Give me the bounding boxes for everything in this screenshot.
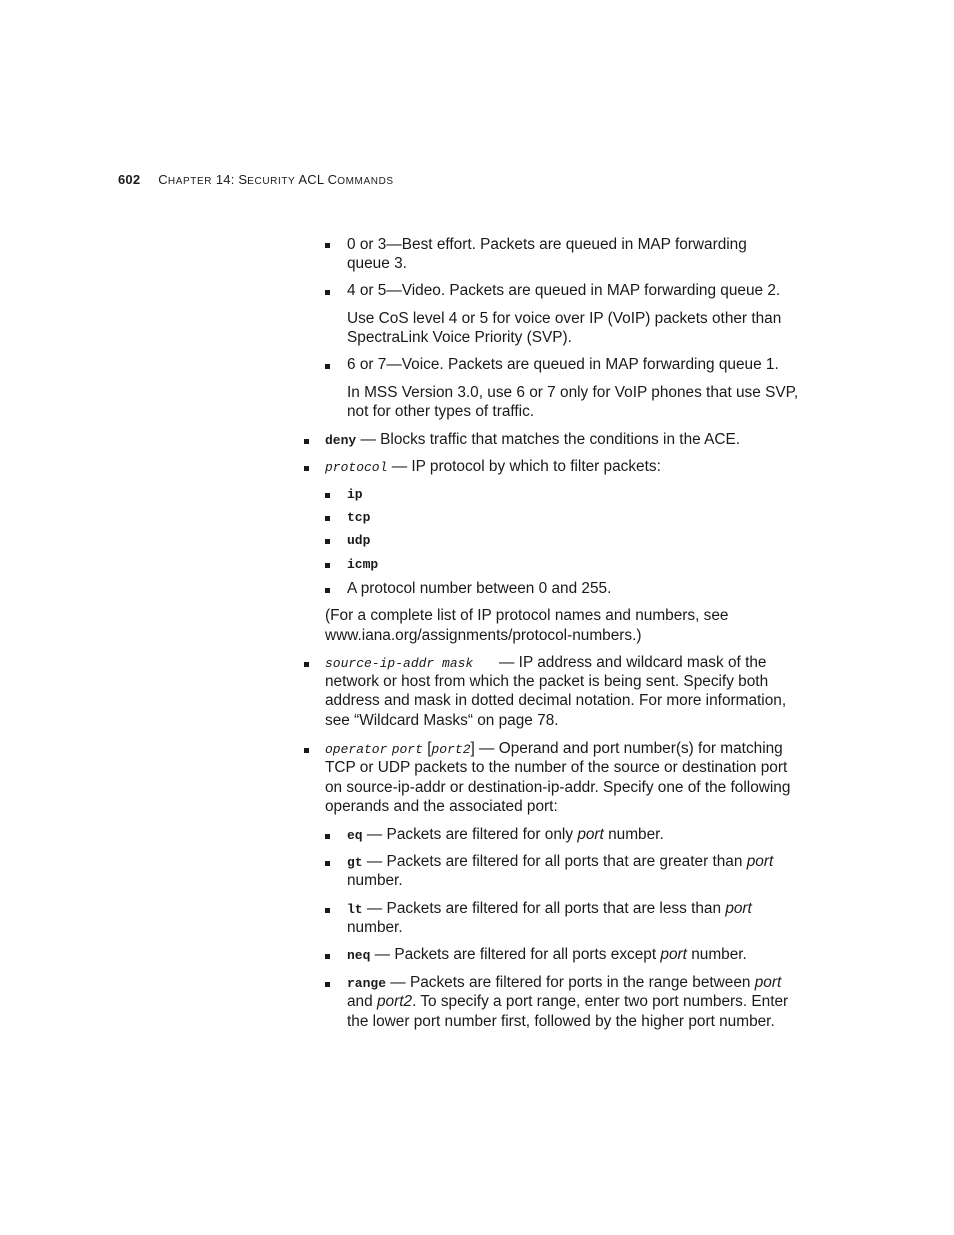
port2-keyword: port2 <box>431 742 471 757</box>
operand-gt: gt — Packets are filtered for all ports that are greater than port <box>347 853 774 870</box>
source-description: — IP address and wildcard mask of the <box>499 654 767 671</box>
bullet-icon <box>325 290 330 295</box>
operand-eq: eq — Packets are filtered for only port number. <box>347 826 664 843</box>
bullet-icon <box>325 588 330 593</box>
page-number: 602 <box>118 172 141 187</box>
cos-note-6-7: In MSS Version 3.0, use 6 or 7 only for VoIP phones that use SVP, <box>347 384 799 401</box>
deny-keyword: deny <box>325 433 357 448</box>
operator-description: — Operand and port number(s) for matching <box>474 740 783 757</box>
protocol-option-tcp: tcp <box>347 510 371 525</box>
source-keyword: source-ip-addr mask <box>325 656 474 671</box>
cos-level-0-3: 0 or 3—Best effort. Packets are queued in MAP forwarding <box>347 236 747 253</box>
bullet-icon <box>304 466 309 471</box>
cos-note-4-5-cont: SpectraLink Voice Priority (SVP). <box>347 329 572 346</box>
bullet-icon <box>325 834 330 839</box>
port-keyword: port <box>391 742 423 757</box>
chapter-title: CHAPTER 14: SECURITY ACL COMMANDS <box>158 172 394 187</box>
bullet-icon <box>325 493 330 498</box>
source-description-cont: see “Wildcard Masks“ on page 78. <box>325 712 559 729</box>
protocol-keyword: protocol <box>325 460 388 475</box>
protocol-number-range: A protocol number between 0 and 255. <box>347 580 612 597</box>
bullet-icon <box>325 908 330 913</box>
operand-neq: neq — Packets are filtered for all ports except port number. <box>347 946 747 963</box>
bullet-icon <box>325 243 330 248</box>
protocol-description: — IP protocol by which to filter packets: <box>387 458 661 475</box>
source-item <box>325 653 473 674</box>
bullet-icon <box>304 662 309 667</box>
operator-description-cont: operands and the associated port: <box>325 798 558 815</box>
operator-keyword: operator <box>325 742 388 757</box>
cos-level-0-3-cont: queue 3. <box>347 255 407 272</box>
operand-lt-cont: number. <box>347 919 403 936</box>
source-description-cont: address and mask in dotted decimal notation. For more information, <box>325 692 787 709</box>
cos-level-4-5: 4 or 5—Video. Packets are queued in MAP forwarding queue 2. <box>347 282 781 299</box>
protocol-option-ip: ip <box>347 487 363 502</box>
deny-description: — Blocks traffic that matches the conditions in the ACE. <box>356 431 741 448</box>
bullet-icon <box>325 982 330 987</box>
protocol-option-udp: udp <box>347 533 371 548</box>
bullet-icon <box>325 539 330 544</box>
operand-lt: lt — Packets are filtered for all ports that are less than port <box>347 900 752 917</box>
operand-gt-cont: number. <box>347 872 403 889</box>
bullet-icon <box>325 364 330 369</box>
protocol-option-icmp: icmp <box>347 557 379 572</box>
operator-description-cont: on source-ip-addr or destination-ip-addr. Specify one of the following <box>325 779 791 796</box>
cos-note-6-7-cont: not for other types of traffic. <box>347 403 535 420</box>
bullet-icon <box>325 861 330 866</box>
operand-range-cont: the lower port number first, followed by the higher port number. <box>347 1013 775 1030</box>
bullet-icon <box>325 954 330 959</box>
cos-level-6-7: 6 or 7—Voice. Packets are queued in MAP forwarding queue 1. <box>347 356 779 373</box>
bullet-icon <box>325 563 330 568</box>
operand-range: range — Packets are filtered for ports in the range between port <box>347 974 782 991</box>
protocol-note: (For a complete list of IP protocol names and numbers, see <box>325 607 729 624</box>
bullet-icon <box>325 516 330 521</box>
deny-item <box>325 430 740 451</box>
bullet-icon <box>304 439 309 444</box>
source-description-cont: network or host from which the packet is being sent. Specify both <box>325 673 769 690</box>
cos-note-4-5: Use CoS level 4 or 5 for voice over IP (VoIP) packets other than <box>347 310 782 327</box>
protocol-note-link: www.iana.org/assignments/protocol-numbers.) <box>325 627 642 644</box>
protocol-item <box>325 457 661 478</box>
operator-item: operator port [port2] — Operand and port number(s) for matching <box>325 740 783 757</box>
operator-description-cont: TCP or UDP packets to the number of the source or destination port <box>325 759 788 776</box>
page-header <box>118 172 394 187</box>
bullet-icon <box>304 748 309 753</box>
operand-range-cont: and port2. To specify a port range, enter two port numbers. Enter <box>347 993 789 1010</box>
